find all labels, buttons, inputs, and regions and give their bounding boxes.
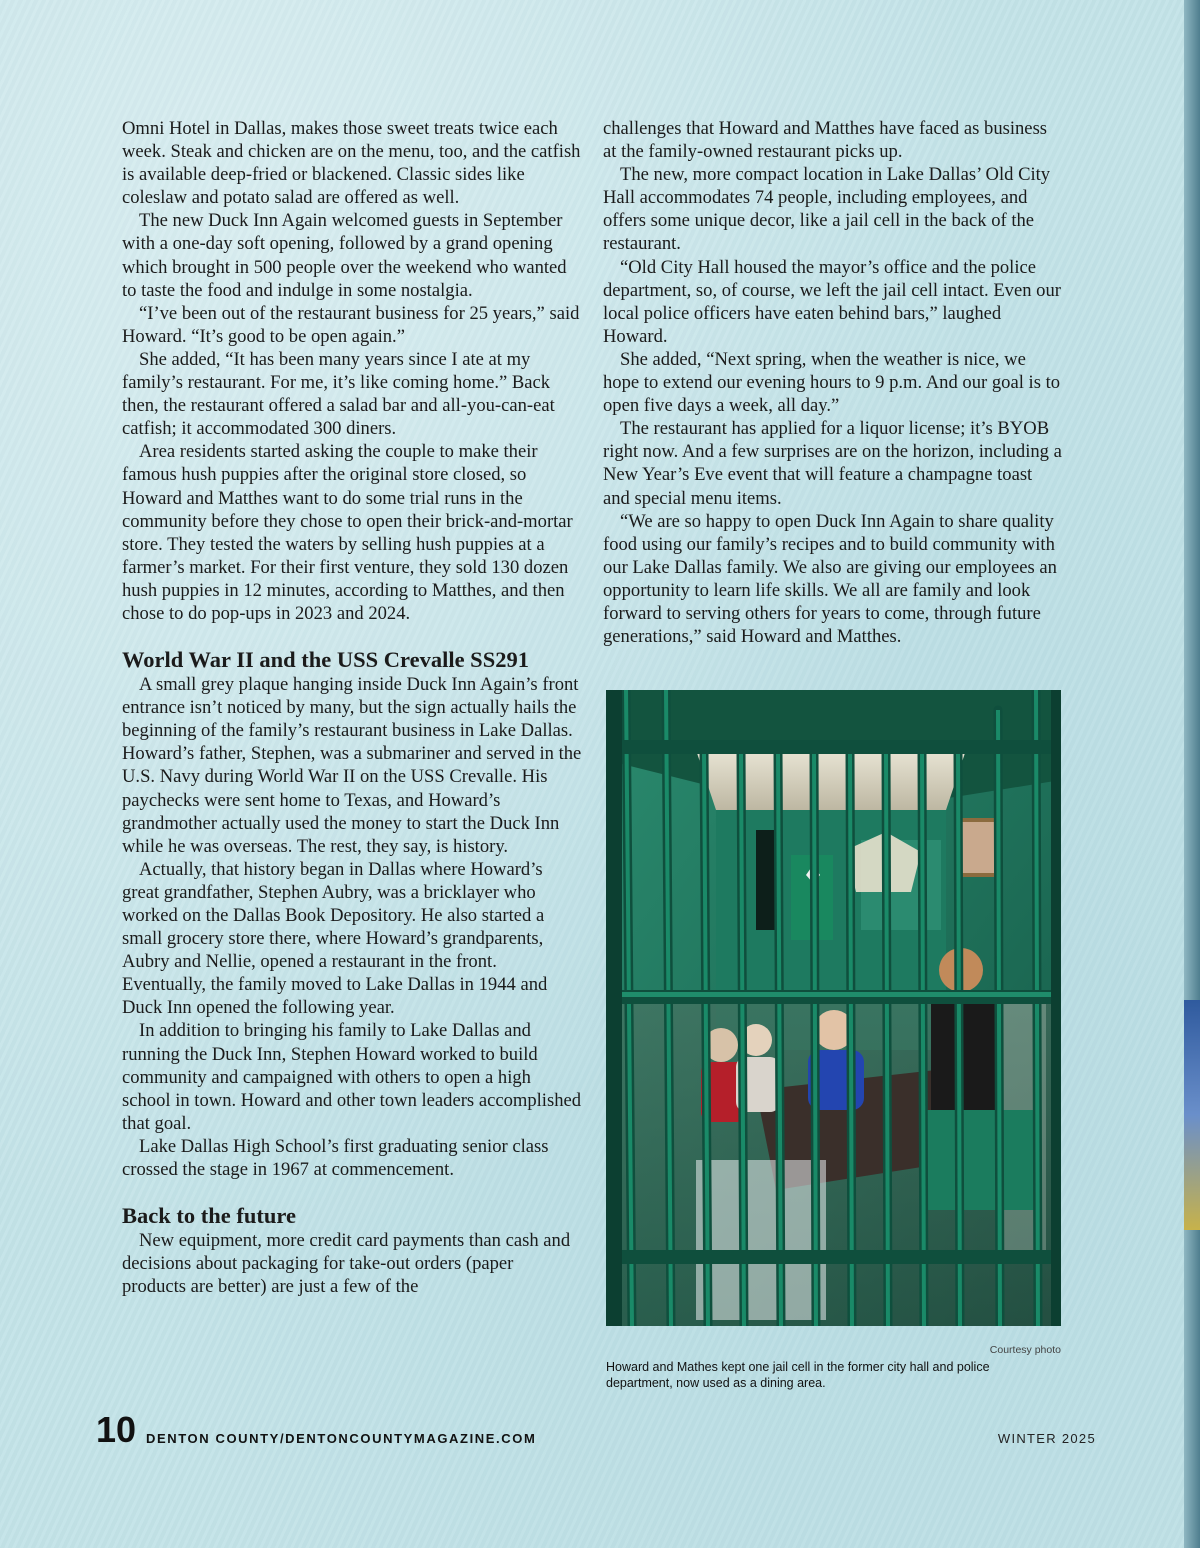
left-paragraph-9: Lake Dallas High School’s first graduating senior class crossed the stage in 1967 at commencement.	[122, 1135, 549, 1181]
section-heading-back-to-future: Back to the future	[122, 1203, 296, 1229]
left-paragraph-2: The new Duck Inn Again welcomed guests in September with a one-day soft opening, followed by a grand opening which brought in 500 people over the weekend who wanted to taste the food and indulge in some nostalgia.	[122, 210, 567, 301]
left-paragraph-1: Omni Hotel in Dallas, makes those sweet treats twice each week. Steak and chicken are on the menu, too, and the catfish is available deep-fried or blackened. Classic sides like coleslaw and potato salad are offered as well.	[122, 118, 581, 209]
left-paragraph-5: Area residents started asking the couple to make their famous hush puppies after the original store closed, so Howard and Matthes want to do some trial runs in the community before they chose to open their brick-and-mortar store. They tested the waters by selling hush puppies at a farmer’s market. For their first venture, they sold 130 dozen hush puppies in 12 minutes, according to Matthes, and then chose to do pop-ups in 2023 and 2024.	[122, 441, 573, 624]
adjacent-page-sliver	[1184, 1000, 1200, 1230]
photo-caption: Howard and Mathes kept one jail cell in the former city hall and police department, now used as a dining area.	[606, 1360, 990, 1390]
page-edge	[1184, 0, 1200, 1548]
left-paragraph-8: In addition to bringing his family to Lake Dallas and running the Duck Inn, Stephen Howard worked to build community and campaigned with others to open a high school in town. Howard and other town leaders accomplished that goal.	[122, 1020, 582, 1134]
right-column	[603, 117, 1063, 648]
left-column	[122, 117, 582, 1298]
jail-cell-photo	[606, 690, 1061, 1326]
left-paragraph-7: Actually, that history began in Dallas where Howard’s great grandfather, Stephen Aubry, was a bricklayer who worked on the Dallas Book Depository. He also started a small grocery store there, where Howard’s grandparents, Aubry and Nellie, opened a restaurant in the front. Eventually, the family moved to Lake Dallas in 1944 and Duck Inn opened the following year.	[122, 858, 548, 1019]
right-paragraph-4: She added, “Next spring, when the weather is nice, we hope to extend our evening hours to 9 p.m. And our goal is to open five days a week, all day.”	[603, 348, 1061, 417]
section-heading-wwii: World War II and the USS Crevalle SS291	[122, 647, 529, 673]
left-paragraph-10: New equipment, more credit card payments than cash and decisions about packaging for take-out orders (paper products are better) are just a few of the	[122, 1230, 571, 1298]
right-paragraph-2: The new, more compact location in Lake Dallas’ Old City Hall accommodates 74 people, including employees, and offers some unique decor, like a jail cell in the back of the restaurant.	[603, 164, 1051, 255]
page-number: 10	[96, 1409, 137, 1450]
left-paragraph-6: A small grey plaque hanging inside Duck Inn Again’s front entrance isn’t noticed by many, but the sign actually hails the beginning of the family’s restaurant business in Lake Dallas. Howard’s father, Stephen, was a submariner and served in the U.S. Navy during World War II on the USS Crevalle. His paychecks were sent home to Texas, and Howard’s grandmother actually used the money to start the Duck Inn while he was overseas. The rest, they say, is history.	[122, 674, 582, 857]
right-paragraph-6: “We are so happy to open Duck Inn Again to share quality food using our family’s recipes and to build community with our Lake Dallas family. We also are giving our employees an opportunity to learn life skills. We all are family and look forward to serving others for years to come, through future generations,” said Howard and Matthes.	[603, 510, 1057, 648]
left-paragraph-3: “I’ve been out of the restaurant business for 25 years,” said Howard. “It’s good to be open again.”	[122, 302, 580, 347]
publication-folio: DENTON COUNTY/DENTONCOUNTYMAGAZINE.COM	[146, 1431, 537, 1446]
right-paragraph-5: The restaurant has applied for a liquor license; it’s BYOB right now. And a few surprises are on the horizon, including a New Year’s Eve event that will feature a champagne toast and special menu items.	[603, 418, 1062, 509]
issue-date: WINTER 2025	[997, 1431, 1096, 1446]
left-paragraph-4: She added, “It has been many years since I ate at my family’s restaurant. For me, it’s like coming home.” Back then, the restaurant offered a salad bar and all-you-can-eat catfish; it accommodated 300 diners.	[122, 348, 555, 440]
right-paragraph-1: challenges that Howard and Matthes have faced as business at the family-owned restaurant picks up.	[603, 118, 1048, 163]
right-paragraph-3: “Old City Hall housed the mayor’s office and the police department, so, of course, we left the jail cell intact. Even our local police officers have eaten behind bars,” laughed Howard.	[603, 256, 1061, 347]
photo-credit: Courtesy photo	[989, 1344, 1061, 1356]
